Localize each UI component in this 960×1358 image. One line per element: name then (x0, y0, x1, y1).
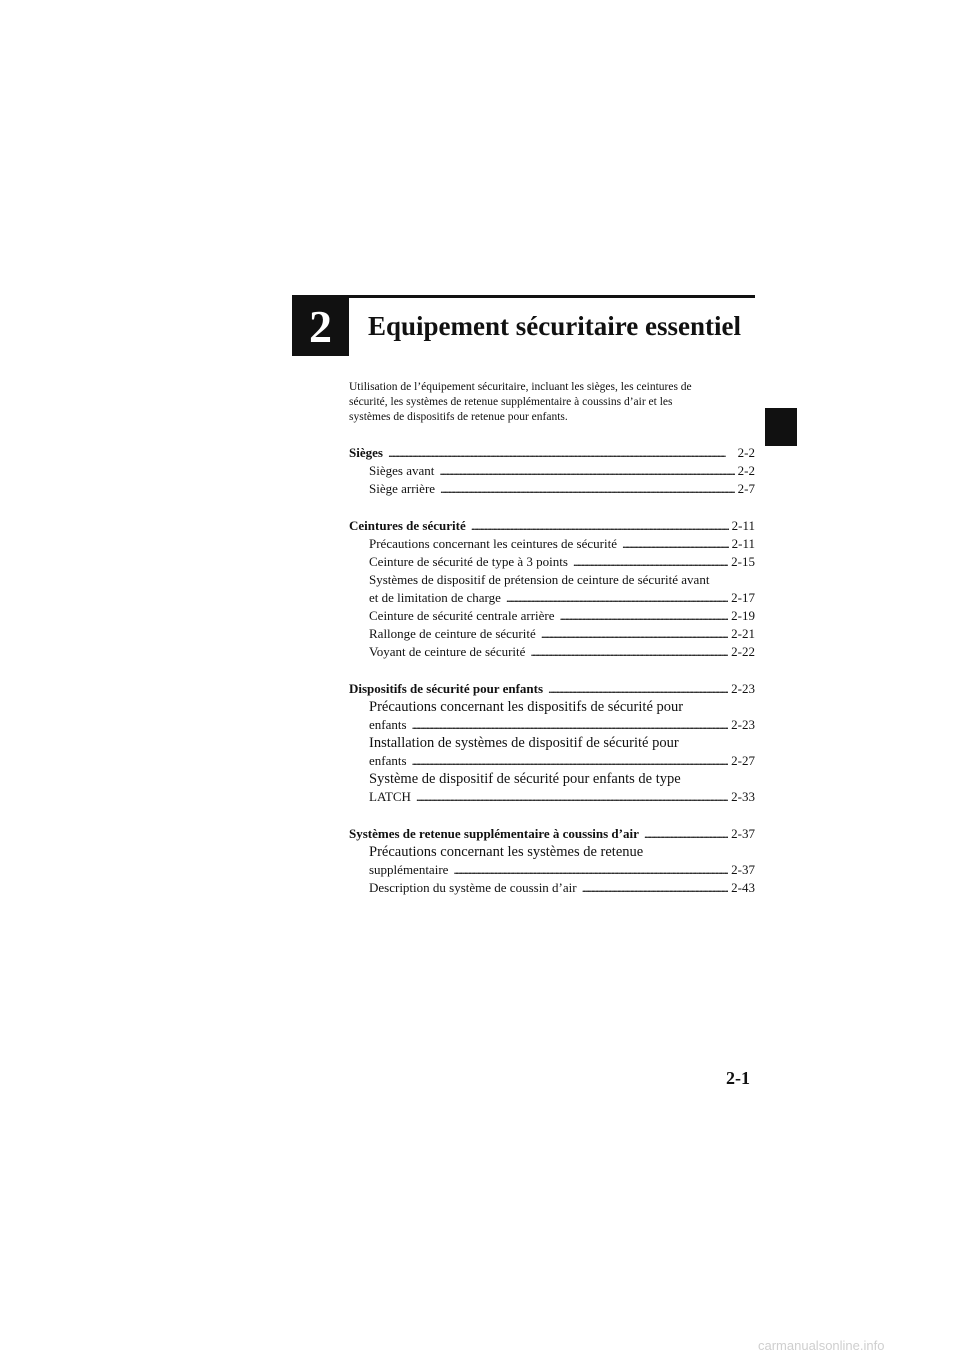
toc-leader (412, 716, 729, 734)
toc-item-line[interactable]: Installation de systèmes de dispositif de sécurité pour (369, 735, 679, 751)
toc-leader (560, 607, 729, 625)
toc-leader (622, 535, 729, 553)
toc-page: 2-17 (731, 590, 755, 605)
chapter-rule (292, 295, 755, 298)
toc-label: Description du système de coussin d’air (369, 880, 577, 895)
toc-label: Précautions concernant les ceintures de sécurité (369, 536, 617, 551)
toc-item-line[interactable]: Précautions concernant les systèmes de retenue (369, 844, 644, 860)
chapter-side-tab (765, 408, 797, 446)
toc-page: 2-27 (731, 753, 755, 768)
toc-leader (582, 879, 729, 897)
intro-line: systèmes de dispositifs de retenue pour enfants. (349, 411, 568, 423)
toc-page: 2-37 (731, 862, 755, 877)
watermark: carmanualsonline.info (758, 1338, 885, 1353)
toc-page: 2-15 (731, 554, 755, 569)
toc-item-line[interactable]: Précautions concernant les dispositifs de sécurité pour (369, 699, 684, 715)
toc-label: Rallonge de ceinture de sécurité (369, 626, 536, 641)
toc-label: Sièges avant (369, 463, 435, 478)
toc-leader (506, 589, 728, 607)
toc-item[interactable] (349, 480, 755, 498)
toc-page: 2-21 (731, 626, 755, 641)
toc-label: Ceinture de sécurité de type à 3 points (369, 554, 568, 569)
toc-section-airbags[interactable] (349, 825, 755, 843)
toc-item[interactable] (349, 589, 755, 607)
toc-page: 2-23 (731, 681, 755, 696)
toc-label: LATCH (369, 789, 411, 804)
toc-section-dispositifs[interactable] (349, 680, 755, 698)
toc-label: Siège arrière (369, 481, 436, 496)
toc-page: 2-11 (731, 518, 755, 533)
toc-leader (416, 788, 728, 806)
toc-leader (541, 625, 728, 643)
toc-item[interactable] (349, 607, 755, 625)
table-of-contents (349, 444, 755, 897)
toc-page: 2-37 (731, 826, 755, 841)
toc-leader (412, 752, 729, 770)
toc-item[interactable] (349, 535, 755, 553)
toc-item[interactable] (349, 879, 755, 897)
toc-page: 2-7 (737, 481, 755, 496)
toc-leader (471, 517, 729, 535)
toc-page: 2-22 (731, 644, 755, 659)
chapter-number: 2 (292, 297, 349, 356)
toc-section-ceintures[interactable] (349, 517, 755, 535)
toc-page: 2-11 (731, 536, 755, 551)
toc-page: 2-43 (731, 880, 755, 895)
toc-item[interactable] (349, 462, 755, 480)
toc-item[interactable] (349, 861, 755, 879)
intro-line: sécurité, les systèmes de retenue supplémentaire à coussins d’air et les (349, 396, 673, 408)
toc-item[interactable] (349, 643, 755, 661)
toc-label: enfants (369, 717, 407, 732)
toc-page: 2-33 (731, 789, 755, 804)
toc-label: Dispositifs de sécurité pour enfants (349, 681, 544, 696)
toc-item-line[interactable]: Systèmes de dispositif de prétension de ceinture de sécurité avant (369, 572, 710, 587)
toc-label: Systèmes de retenue supplémentaire à coussins d’air (349, 826, 639, 841)
toc-label: Ceinture de sécurité centrale arrière (369, 608, 555, 623)
intro-line: Utilisation de l’équipement sécuritaire, incluant les sièges, les ceintures de (349, 381, 692, 393)
toc-label: Sièges (349, 445, 383, 460)
toc-label: Voyant de ceinture de sécurité (369, 644, 526, 659)
toc-label: et de limitation de charge (369, 590, 501, 605)
toc-item[interactable] (349, 752, 755, 770)
toc-item[interactable] (349, 716, 755, 734)
toc-leader (440, 480, 735, 498)
toc-item[interactable] (349, 553, 755, 571)
toc-label: Ceintures de sécurité (349, 518, 466, 533)
chapter-title: Equipement sécuritaire essentiel (368, 311, 741, 341)
toc-section-sieges[interactable] (349, 444, 755, 462)
chapter-intro (349, 380, 759, 425)
toc-label: enfants (369, 753, 407, 768)
toc-page: 2-19 (731, 608, 755, 623)
toc-leader (573, 553, 728, 571)
toc-leader (453, 861, 728, 879)
toc-page: 2-23 (731, 717, 755, 732)
toc-leader (644, 825, 728, 843)
toc-item-line[interactable]: Système de dispositif de sécurité pour enfants de type (369, 771, 681, 787)
toc-item[interactable] (349, 625, 755, 643)
page-number: 2-1 (726, 1068, 750, 1088)
toc-label: supplémentaire (369, 862, 449, 877)
toc-page: 2-2 (737, 463, 755, 478)
toc-leader (388, 444, 735, 462)
toc-leader (548, 680, 728, 698)
toc-leader (439, 462, 734, 480)
toc-leader (530, 643, 728, 661)
toc-page: 2-2 (737, 445, 755, 460)
toc-item[interactable] (349, 788, 755, 806)
